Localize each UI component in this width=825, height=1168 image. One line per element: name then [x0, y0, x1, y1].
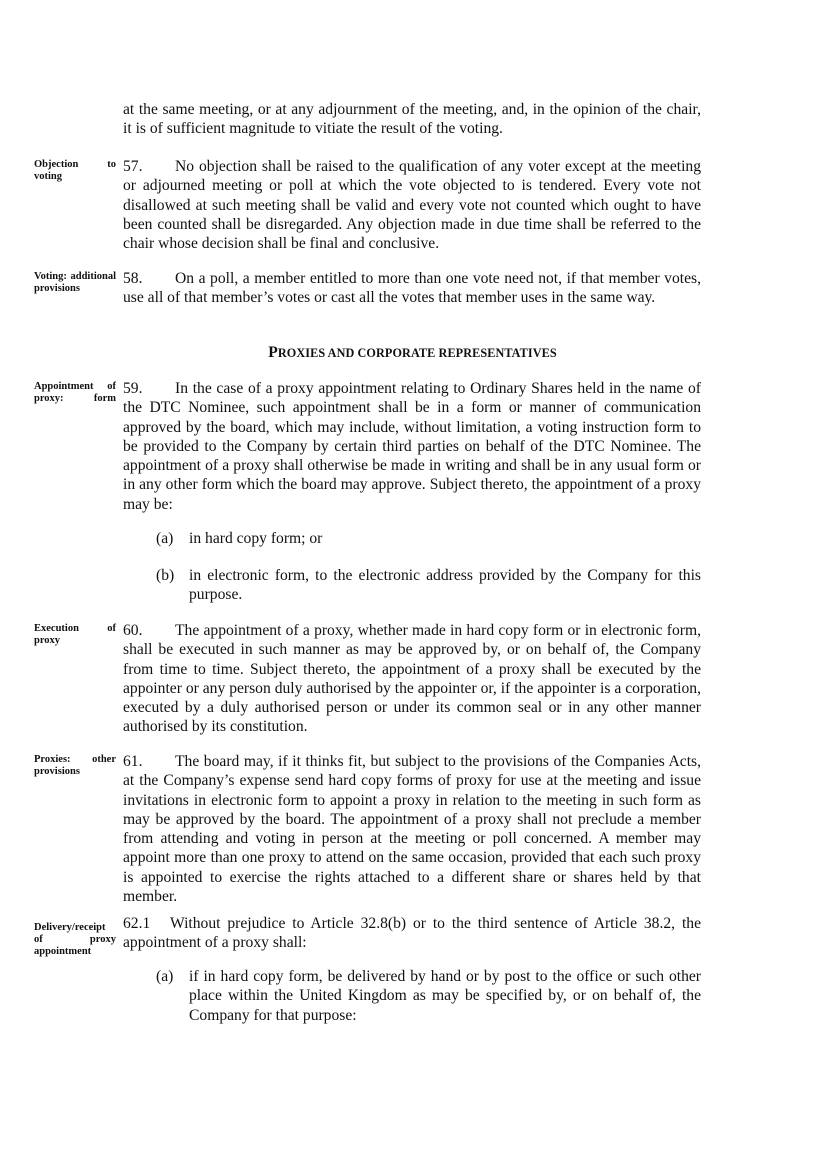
article-62-1	[123, 914, 701, 953]
article-text: Without prejudice to Article 32.8(b) or to the third sentence of Article 38.2, the appointment of a proxy shall:	[123, 915, 701, 952]
article-58	[123, 269, 701, 308]
list-label: (a)	[156, 530, 174, 547]
margin-note-61: Proxies: other provisions	[34, 754, 116, 777]
margin-note-60: Execution of proxy	[34, 623, 116, 646]
article-number: 62.1	[123, 915, 151, 932]
article-number: 57.	[123, 158, 143, 175]
article-number: 61.	[123, 753, 143, 770]
list-item-59b	[156, 566, 701, 605]
list-label: (a)	[156, 968, 174, 985]
article-60	[123, 621, 701, 737]
article-number: 60.	[123, 622, 143, 639]
list-text: in electronic form, to the electronic address provided by the Company for this purpose.	[189, 567, 701, 604]
list-item-59a	[156, 529, 701, 548]
article-59	[123, 379, 701, 514]
heading-initial: P	[268, 344, 278, 361]
article-text: The board may, if it thinks fit, but subject to the provisions of the Companies Acts, at the Company’s expense send hard copy forms of proxy for use at the meeting and issue invitations in electronic form to appoint a proxy in relation to the meeting in such form as may be approved by the board. The appointment of a proxy shall not preclude a member from attending and voting in person at the meeting or poll concerned. A member may appoint more than one proxy to attend on the same occasion, provided that each such proxy is appointed to exercise the rights attached to a different share or shares held by that member.	[123, 753, 701, 906]
margin-note-57: Objection to voting	[34, 159, 116, 182]
article-text: The appointment of a proxy, whether made in hard copy form or in electronic form, shall be executed in such manner as may be approved by, or on behalf of, the Company from time to time. Subject thereto, the appointment of a proxy shall be executed by the appointer or any person duly authorised by the appointer or, if the appointer is a corporation, executed by a duly authorised person or under its common seal or in any other manner authorised by its constitution.	[123, 622, 701, 736]
article-number: 58.	[123, 270, 143, 287]
section-heading	[0, 344, 825, 362]
margin-note-58: Voting: additional provisions	[34, 271, 116, 294]
list-item-62a	[156, 967, 701, 1025]
article-text: No objection shall be raised to the qualification of any voter except at the meeting or adjourned meeting or poll at which the vote objected to is tendered. Every vote not disallowed at such meeting shall be valid and every vote not counted which ought to have been counted shall be disregarded. Any objection made in due time shall be referred to the chair whose decision shall be final and conclusive.	[123, 158, 701, 253]
list-label: (b)	[156, 567, 175, 584]
article-text: In the case of a proxy appointment relating to Ordinary Shares held in the name of the DTC Nominee, such appointment shall be in a form or manner of communication approved by the board, which may include, without limitation, a voting instruction form to be provided to the Company by certain third parties on behalf of the DTC Nominee. The appointment of a proxy shall otherwise be made in writing and shall be in any usual form or in any other form which the board may approve. Subject thereto, the appointment of a proxy may be:	[123, 380, 701, 513]
article-number: 59.	[123, 380, 143, 397]
article-61	[123, 752, 701, 906]
list-text: in hard copy form; or	[189, 530, 323, 547]
article-57	[123, 157, 701, 253]
margin-note-59: Appointment of proxy: form	[34, 381, 116, 404]
heading-rest: ROXIES AND CORPORATE REPRESENTATIVES	[277, 346, 557, 360]
continuation-paragraph: at the same meeting, or at any adjournment of the meeting, and, in the opinion of the chair, it is of sufficient magnitude to vitiate the result of the voting.	[123, 101, 701, 138]
margin-note-62: Delivery/receipt of proxy appointment	[34, 922, 116, 957]
article-text: On a poll, a member entitled to more than one vote need not, if that member votes, use all of that member’s votes or cast all the votes that member uses in the same way.	[123, 270, 701, 307]
list-text: if in hard copy form, be delivered by hand or by post to the office or such other place within the United Kingdom as may be specified by, or on behalf of, the Company for that purpose:	[189, 968, 701, 1024]
